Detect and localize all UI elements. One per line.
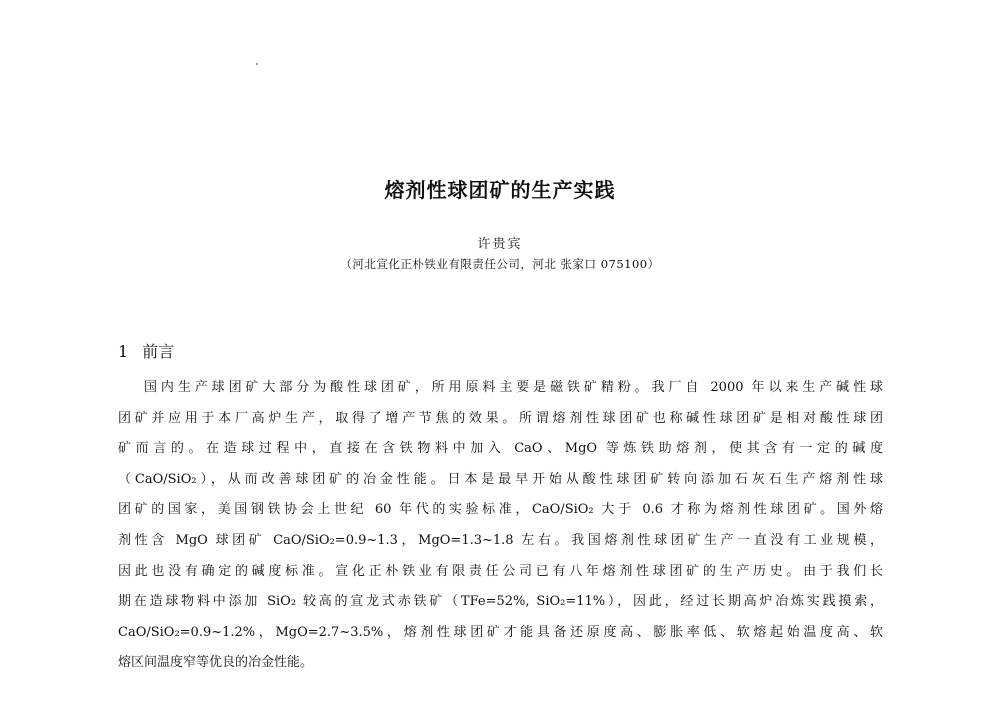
- paragraph-line: （CaO/SiO₂），从而改善球团矿的冶金性能。日本是最早开始从酸性球团矿转向添加石灰石生产熔剂性球: [118, 471, 883, 487]
- paragraph-line: 剂性含 MgO 球团矿 CaO/SiO₂=0.9~1.3，MgO=1.3~1.8 左右。我国熔剂性球团矿生产一直没有工业规模，: [118, 532, 883, 548]
- author-affiliation: （河北宣化正朴铁业有限责任公司，河北 张家口 075100）: [340, 257, 660, 271]
- paragraph-line: 国内生产球团矿大部分为酸性球团矿，所用原料主要是磁铁矿精粉。我厂自 2000 年以来生产碱性球: [144, 380, 883, 395]
- paragraph-line: 期在造球物料中添加 SiO₂ 较高的宣龙式赤铁矿（TFe=52%, SiO₂=11%），因此，经过长期高炉冶炼实践摸索，: [118, 594, 883, 610]
- paragraph-line: CaO/SiO₂=0.9~1.2%，MgO=2.7~3.5%，熔剂性球团矿才能具备还原度高、膨胀率低、软熔起始温度高、软: [118, 624, 883, 640]
- paragraph-line: 熔区间温度窄等优良的冶金性能。: [118, 655, 314, 671]
- paragraph-line: 因此也没有确定的碱度标准。宣化正朴铁业有限责任公司已有八年熔剂性球团矿的生产历史。由于我们长: [118, 563, 883, 579]
- paper-title: 熔剂性球团矿的生产实践: [384, 178, 616, 202]
- section-number: 1: [118, 342, 129, 361]
- section-heading: [118, 339, 174, 362]
- section-title: 前言: [142, 342, 175, 361]
- paragraph-line: 团矿并应用于本厂高炉生产，取得了增产节焦的效果。所谓熔剂性球团矿也称碱性球团矿是相对酸性球团: [118, 410, 883, 426]
- scan-speck: [256, 63, 258, 65]
- author-name: 许贵宾: [477, 237, 523, 252]
- paragraph-line: 矿而言的。在造球过程中，直接在含铁物料中加入 CaO、MgO 等炼铁助熔剂，使其含有一定的碱度: [118, 441, 883, 457]
- body-paragraph: [118, 373, 883, 679]
- paragraph-line: 团矿的国家，美国钢铁协会上世纪 60 年代的实验标准，CaO/SiO₂ 大于 0.6 才称为熔剂性球团矿。国外熔: [118, 502, 883, 518]
